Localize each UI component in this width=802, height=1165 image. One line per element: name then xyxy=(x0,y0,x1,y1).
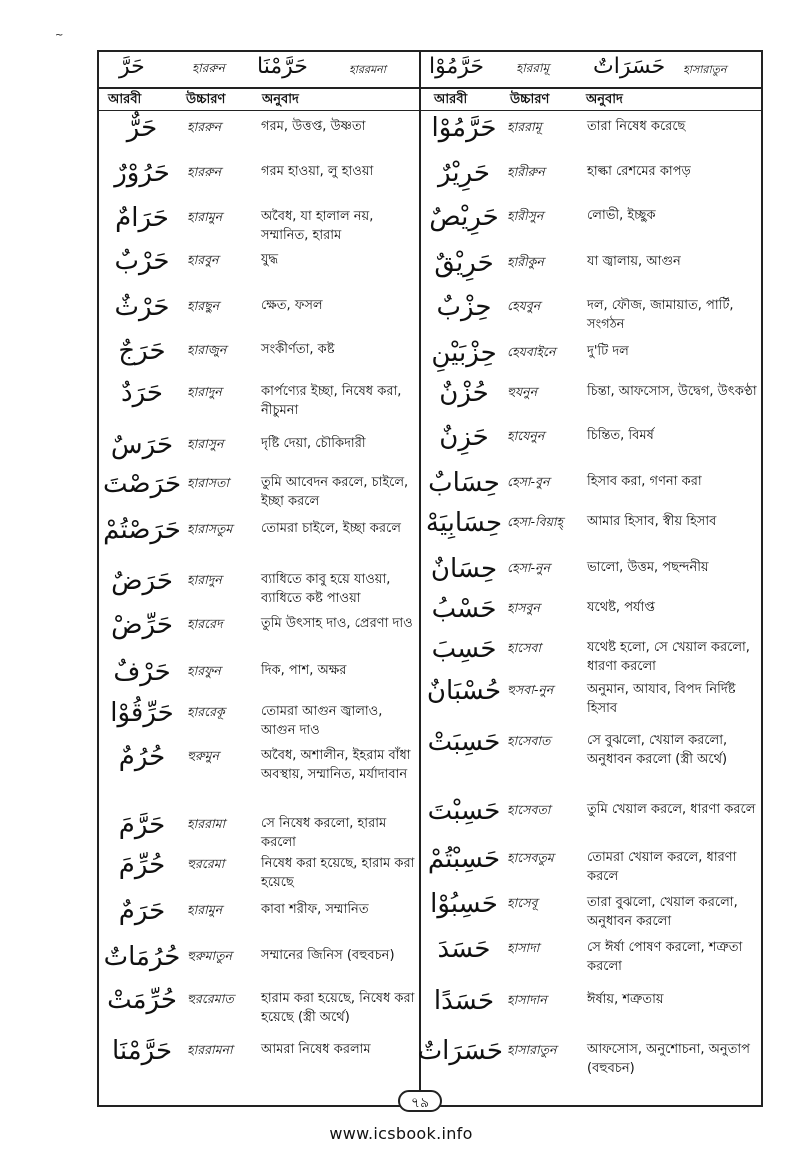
entry-pronunciation: হাসাদান xyxy=(507,992,547,1007)
entry-pronunciation: হুসবা-নুন xyxy=(507,682,554,697)
entry-pronunciation: হারীকুন xyxy=(507,254,544,269)
entry-arabic: حَرِّضْ xyxy=(111,610,173,640)
entry-meaning: দিক, পাশ, অক্ষর xyxy=(261,663,347,678)
header-arabic-last: حَرَّمْنَا xyxy=(257,54,308,79)
column-divider xyxy=(419,50,421,1107)
entry-meaning: ব্যাধিতে কাবু হয়ে যাওয়া, ব্যাধিতে কষ্ট পাওয়া xyxy=(261,572,391,606)
entry-meaning: দু'টি দল xyxy=(587,344,629,359)
entry-meaning: সে বুঝলো, খেয়াল করলো, অনুধাবন করলো (স্ত্রী অর্থে) xyxy=(587,733,728,767)
entry-arabic: حَرُوْرٌ xyxy=(114,158,170,188)
entry-pronunciation: হুযনুন xyxy=(507,384,538,399)
entry-arabic: حِسَانٌ xyxy=(430,554,498,584)
entry-meaning: নিষেধ করা হয়েছে, হারাম করা হয়েছে xyxy=(261,856,415,890)
entry-meaning: তারা বুঝলো, খেয়াল করলো, অনুধাবন করলো xyxy=(587,895,738,929)
entry-pronunciation: হুরুমাতুন xyxy=(187,948,232,963)
col-header-pronunciation: উচ্চারণ xyxy=(186,92,226,107)
entry-pronunciation: হারীরুন xyxy=(507,164,545,179)
entry-arabic: حَرِّقُوْا xyxy=(110,698,174,728)
entry-arabic: حِزْبَيْنِ xyxy=(431,338,497,368)
entry-meaning: দল, ফৌজ, জামায়াত, পার্টি, সংগঠন xyxy=(587,298,734,332)
entry-arabic: حَرَامٌ xyxy=(115,203,169,233)
entry-arabic: حَرْثٌ xyxy=(114,292,170,322)
entry-meaning: যা জ্বালায়, আগুন xyxy=(587,254,681,269)
entry-arabic: حَسِبْتَ xyxy=(427,796,501,826)
entry-meaning: অনুমান, আযাব, বিপদ নির্দিষ্ট হিসাব xyxy=(587,682,736,716)
entry-pronunciation: হাসাদা xyxy=(507,940,540,955)
entry-meaning: তোমরা চাইলে, ইচ্ছা করলে xyxy=(261,521,401,536)
entry-pronunciation: হারাসুন xyxy=(187,436,224,451)
entry-pronunciation: হারামুন xyxy=(187,209,223,224)
entry-arabic: حَرَجٌ xyxy=(118,336,166,366)
entry-pronunciation: হাসবুন xyxy=(507,600,540,615)
col-header-arabic: আরবী xyxy=(434,92,468,107)
entry-pronunciation: হাসেবূ xyxy=(507,895,538,910)
entry-arabic: حُزْنٌ xyxy=(439,378,489,408)
entry-meaning: তোমরা খেয়াল করলে, ধারণা করলে xyxy=(587,850,737,884)
entry-pronunciation: হারাসতুম xyxy=(187,521,233,536)
entry-pronunciation: হাসেবতা xyxy=(507,802,551,817)
entry-meaning: আমরা নিষেধ করলাম xyxy=(261,1042,371,1057)
entry-pronunciation: হেসা-নুন xyxy=(507,560,550,575)
entry-meaning: সম্মানের জিনিস (বহুবচন) xyxy=(261,948,395,963)
running-header-left xyxy=(97,54,419,84)
entry-arabic: حَرَدٌ xyxy=(121,378,163,408)
entry-arabic: حَرِيْرٌ xyxy=(438,158,490,188)
entry-pronunciation: হাররেকূ xyxy=(187,704,225,719)
entry-arabic: حَرَمٌ xyxy=(118,896,166,926)
entry-arabic: حُرُمَاتٌ xyxy=(103,942,181,972)
entry-arabic: حَسْبُ xyxy=(431,594,497,624)
entry-meaning: লোভী, ইচ্ছুক xyxy=(587,208,656,223)
entry-meaning: ঈর্ষায়, শত্রুতায় xyxy=(587,992,664,1007)
entry-arabic: حُسْبَانٌ xyxy=(426,676,502,706)
entry-pronunciation: হারাসতা xyxy=(187,475,229,490)
entry-meaning: তুমি উৎসাহ দাও, প্রেরণা দাও xyxy=(261,616,413,631)
entry-arabic: حَسِبَتْ xyxy=(427,727,501,757)
entry-meaning: যুদ্ধ xyxy=(261,252,279,267)
entry-pronunciation: হারাদুন xyxy=(187,384,222,399)
col-header-arabic: আরবী xyxy=(108,92,142,107)
header-pron-first: হাররুন xyxy=(192,61,225,75)
entry-pronunciation: হুরুমুন xyxy=(187,748,219,763)
footer-url: www.icsbook.info xyxy=(329,1124,473,1143)
entry-arabic: حَرَصْتَ xyxy=(102,469,182,499)
entry-arabic: حَرِيْقٌ xyxy=(434,248,494,278)
entry-meaning: সে নিষেধ করলো, হারাম করলো xyxy=(261,816,387,850)
entry-meaning: তুমি খেয়াল করলে, ধারণা করলে xyxy=(587,802,756,817)
page-number: ৭৯ xyxy=(398,1090,442,1112)
entry-pronunciation: হারাদুন xyxy=(187,572,222,587)
entry-meaning: সংকীর্ণতা, কষ্ট xyxy=(261,342,335,357)
entry-arabic: حَرٌّ xyxy=(126,113,158,143)
entry-pronunciation: হুররেমা xyxy=(187,856,225,871)
entry-arabic: حِسَابِيَهْ xyxy=(425,508,503,538)
entry-pronunciation: হারছুন xyxy=(187,298,220,313)
entry-meaning: কাবা শরীফ, সম্মানিত xyxy=(261,902,369,917)
entry-arabic: حِسَابٌ xyxy=(428,468,500,498)
header-pron-first: হাররামূ xyxy=(516,61,550,75)
entry-pronunciation: হাযেনুন xyxy=(507,428,545,443)
col-header-pronunciation: উচ্চারণ xyxy=(510,92,550,107)
entry-pronunciation: হেযবাইনে xyxy=(507,344,556,359)
col-header-meaning: অনুবাদ xyxy=(262,92,299,107)
entry-arabic: حَسِبْتُمْ xyxy=(427,844,501,874)
entry-arabic: حَرَصْتُمْ xyxy=(103,515,181,545)
entry-pronunciation: হারাজুন xyxy=(187,342,227,357)
header-arabic-last: حَسَرَاتٌ xyxy=(593,54,666,79)
entry-meaning: দৃষ্টি দেয়া, চৌকিদারী xyxy=(261,436,366,451)
entry-arabic: حَرَّمْنَا xyxy=(111,1036,173,1066)
entry-pronunciation: হেসা-বুন xyxy=(507,474,550,489)
entry-pronunciation: হেযবুন xyxy=(507,298,541,313)
entry-arabic: حَرْفٌ xyxy=(113,657,171,687)
entry-pronunciation: হাররামূ xyxy=(507,119,542,134)
entry-arabic: حُرِّمَ xyxy=(118,850,166,880)
entry-pronunciation: হাসেবতুম xyxy=(507,850,554,865)
header-arabic-first: حَرَّمُوْا xyxy=(429,54,484,79)
entry-arabic: حَسِبُوْا xyxy=(430,889,498,919)
entry-meaning: চিন্তা, আফসোস, উদ্বেগ, উৎকণ্ঠা xyxy=(587,384,757,399)
entry-pronunciation: হাসেবা xyxy=(507,640,542,655)
entry-arabic: حَسِبَ xyxy=(431,634,497,664)
entry-pronunciation: হারফুন xyxy=(187,663,221,678)
running-header-right xyxy=(421,54,763,84)
col-header-meaning: অনুবাদ xyxy=(586,92,623,107)
entry-arabic: حِزْبٌ xyxy=(436,292,492,322)
entry-meaning: গরম, উত্তপ্ত, উষ্ণতা xyxy=(261,119,366,134)
entry-meaning: চিন্তিত, বিমর্ষ xyxy=(587,428,654,443)
entry-meaning: তারা নিষেধ করেছে xyxy=(587,119,686,134)
entry-arabic: حُرُمٌ xyxy=(118,742,166,772)
entry-meaning: অবৈধ, যা হালাল নয়, সম্মানিত, হারাম xyxy=(261,209,374,243)
entry-meaning: ভালো, উত্তম, পছন্দনীয় xyxy=(587,560,709,575)
entry-arabic: حُرِّمَتْ xyxy=(107,985,177,1015)
entry-pronunciation: হাসারাতুন xyxy=(507,1042,557,1057)
entry-arabic: حَسَدًا xyxy=(433,986,495,1016)
entry-arabic: حَرَسٌ xyxy=(110,430,174,460)
entry-pronunciation: হাসেবাত xyxy=(507,733,551,748)
entry-pronunciation: হাররেদ xyxy=(187,616,223,631)
entry-meaning: হাল্কা রেশমের কাপড় xyxy=(587,164,691,179)
header-pron-last: হাররমনা xyxy=(349,63,386,76)
entry-arabic: حَزِنٌ xyxy=(439,422,489,452)
entry-pronunciation: হাররামা xyxy=(187,816,226,831)
entry-meaning: সে ঈর্ষা পোষণ করলো, শত্রুতা করলো xyxy=(587,940,743,974)
entry-pronunciation: হারামুন xyxy=(187,902,223,917)
entry-meaning: আফসোস, অনুশোচনা, অনুতাপ (বহুবচন) xyxy=(587,1042,750,1076)
entry-arabic: حَرَضٌ xyxy=(111,566,173,596)
entry-meaning: ক্ষেত, ফসল xyxy=(261,298,323,313)
entry-arabic: حَرَّمَ xyxy=(118,810,166,840)
header-arabic-first: حَرَّ xyxy=(119,54,145,79)
entry-pronunciation: হারবুন xyxy=(187,252,219,267)
entry-meaning: অবৈধ, অশালীন, ইহরাম বাঁধা অবস্থায়, সম্মানিত, মর্যাদাবান xyxy=(261,748,411,782)
entry-pronunciation: হাররামনা xyxy=(187,1042,233,1057)
entry-pronunciation: হাররুন xyxy=(187,164,222,179)
entry-pronunciation: হারীসুন xyxy=(507,208,544,223)
entry-meaning: কার্পণ্যের ইচ্ছা, নিষেধ করা, নীচুমনা xyxy=(261,384,402,418)
header-rule xyxy=(97,87,763,89)
entry-meaning: হিসাব করা, গণনা করা xyxy=(587,474,702,489)
entry-meaning: তোমরা আগুন জ্বালাও, আগুন দাও xyxy=(261,704,383,738)
entry-pronunciation: হেসা-বিয়াহ্ xyxy=(507,514,564,529)
entry-arabic: حَسَرَاتٌ xyxy=(417,1036,503,1066)
entry-pronunciation: হাররুন xyxy=(187,119,222,134)
entry-meaning: যথেষ্ট, পর্যাপ্ত xyxy=(587,600,655,615)
scan-mark: ~ xyxy=(55,30,64,41)
entry-arabic: حَرِيْصٌ xyxy=(429,202,499,232)
entry-arabic: حَرْبٌ xyxy=(114,246,170,276)
entry-meaning: তুমি আবেদন করলে, চাইলে, ইচ্ছা করলে xyxy=(261,475,409,509)
entry-arabic: حَرَّمُوْا xyxy=(431,113,497,143)
entry-meaning: যথেষ্ট হলো, সে খেয়াল করলো, ধারণা করলো xyxy=(587,640,750,674)
entry-arabic: حَسَدَ xyxy=(437,934,491,964)
entry-meaning: আমার হিসাব, স্বীয় হিসাব xyxy=(587,514,717,529)
header-pron-last: হাসারাতুন xyxy=(683,63,727,76)
entry-meaning: গরম হাওয়া, লু হাওয়া xyxy=(261,164,374,179)
entry-meaning: হারাম করা হয়েছে, নিষেধ করা হয়েছে (স্ত্রী অর্থে) xyxy=(261,991,415,1025)
entry-pronunciation: হুররেমাত xyxy=(187,991,234,1006)
